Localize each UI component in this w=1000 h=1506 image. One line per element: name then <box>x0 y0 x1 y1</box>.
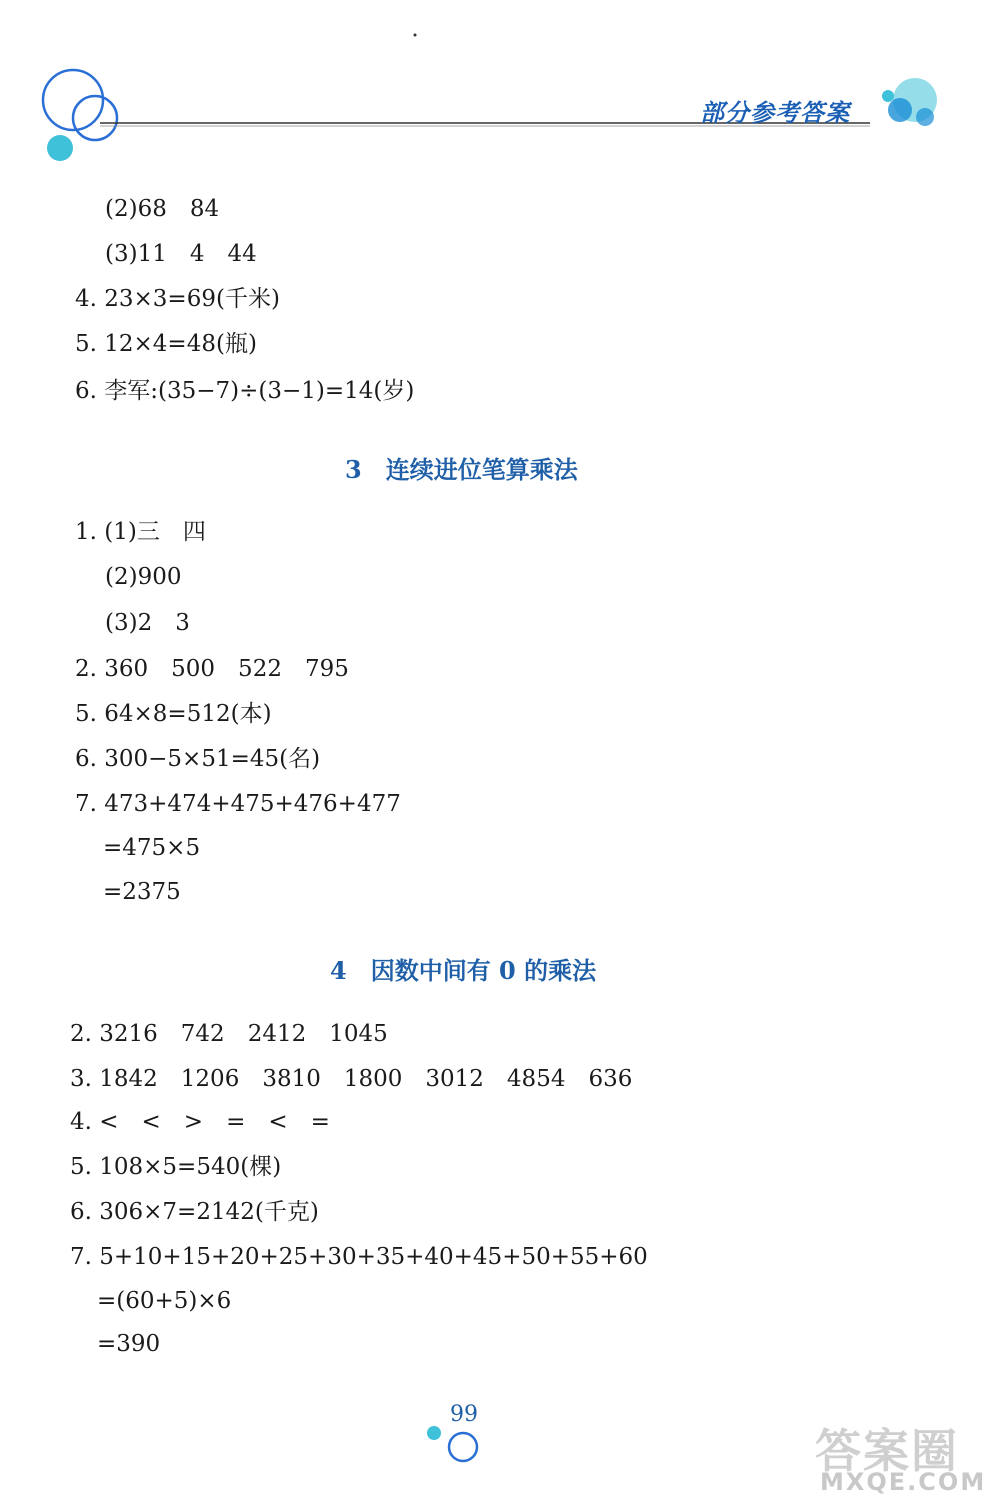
header-decoration <box>0 0 1000 180</box>
answer-line: (2)68 84 <box>105 196 220 222</box>
answer-line: 6. 306×7=2142(千克) <box>70 1199 319 1225</box>
answer-line: 2. 3216 742 2412 1045 <box>70 1021 388 1047</box>
answer-line: 5. 108×5=540(棵) <box>70 1154 282 1180</box>
header-circle-small-icon <box>73 96 117 140</box>
answer-line: 2. 360 500 522 795 <box>75 656 349 682</box>
answer-line: =(60+5)×6 <box>97 1288 232 1314</box>
answer-line: (3)11 4 44 <box>105 241 257 267</box>
answer-line: 1. (1)三 四 <box>75 519 206 545</box>
section-title-3: 3 连续进位笔算乘法 <box>345 455 578 484</box>
watermark-logo: 答案圈 <box>815 1424 959 1478</box>
footer-dot-icon <box>427 1426 441 1440</box>
answer-line: 7. 5+10+15+20+25+30+35+40+45+50+55+60 <box>70 1244 648 1270</box>
answer-line: =475×5 <box>103 835 201 861</box>
page-number: 99 <box>450 1402 478 1427</box>
section-title-4: 4 因数中间有 0 的乘法 <box>330 956 597 985</box>
answer-line: =2375 <box>103 879 181 905</box>
answer-line: 3. 1842 1206 3810 1800 3012 4854 636 <box>70 1066 633 1092</box>
answer-line: 7. 473+474+475+476+477 <box>75 791 401 817</box>
header-title: 部分参考答案 <box>700 99 850 127</box>
answer-line: =390 <box>97 1331 161 1357</box>
header-dot-icon <box>47 135 73 161</box>
watermark-url: MXQE.COM <box>820 1468 987 1496</box>
answer-line: 4. < < > = < = <box>70 1109 330 1135</box>
answer-line: 5. 12×4=48(瓶) <box>75 331 257 357</box>
answer-line: (3)2 3 <box>105 610 190 636</box>
answer-line: 6. 李军:(35−7)÷(3−1)=14(岁) <box>75 378 415 404</box>
answer-line: (2)900 <box>105 564 182 590</box>
footer-circle-icon <box>449 1433 477 1461</box>
answer-line: 4. 23×3=69(千米) <box>75 286 280 312</box>
answer-line: 5. 64×8=512(本) <box>75 701 272 727</box>
answer-line: 6. 300−5×51=45(名) <box>75 746 321 772</box>
